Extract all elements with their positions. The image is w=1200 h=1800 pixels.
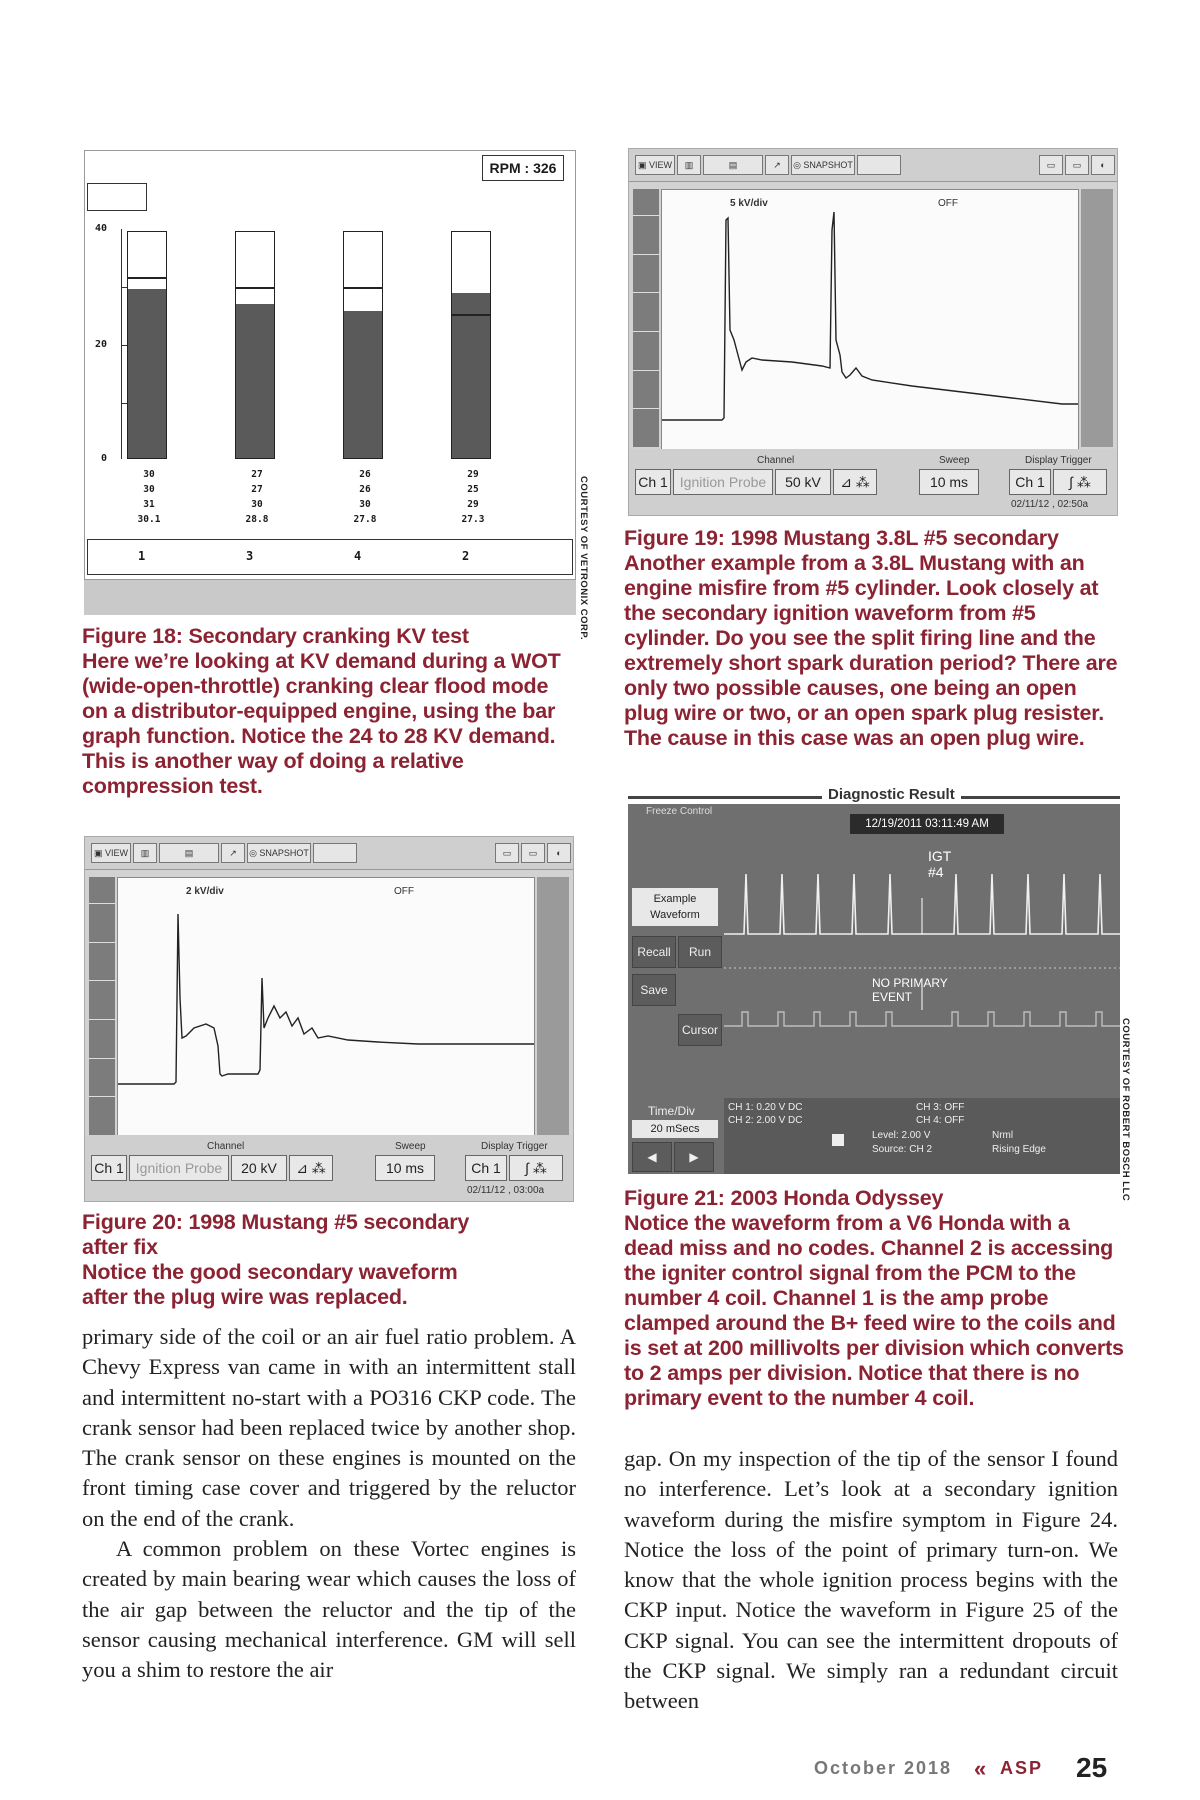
caption-title: Figure 20: 1998 Mustang #5 secondary after fix bbox=[82, 1210, 470, 1259]
figure-20-caption bbox=[82, 1210, 482, 1310]
view-button: ▣ VIEW bbox=[91, 843, 131, 863]
figure-19-caption bbox=[624, 526, 1124, 751]
caption-body: Here we’re looking at KV demand during a WOT (wide-open-throttle) cranking clear flood mode on a distributor-equipped engine, using the bar graph function. Notice the 24 to 28 KV demand. This is another way of doing a relative compression test. bbox=[82, 649, 561, 798]
channel-label: Channel bbox=[757, 455, 795, 466]
snapshot-button: ◎ SNAPSHOT bbox=[247, 843, 311, 863]
reading: 28.8 bbox=[245, 514, 269, 525]
kv-field: 50 kV bbox=[775, 469, 831, 495]
right-ruler bbox=[537, 877, 569, 1135]
figure-20-image bbox=[84, 836, 574, 1202]
mode-icon: ⊿ ⁂ bbox=[833, 469, 877, 495]
reading: 27.8 bbox=[353, 514, 377, 525]
figure-19-image bbox=[628, 148, 1118, 516]
example-waveform-label: Example Waveform bbox=[650, 893, 700, 921]
snapshot-button: ◎ SNAPSHOT bbox=[791, 155, 855, 175]
trigger-slope-icon: ∫ ⁂ bbox=[509, 1155, 563, 1181]
toolbar-button: ▥ bbox=[133, 843, 157, 863]
toolbar-button bbox=[857, 155, 901, 175]
ch4-setting: CH 4: OFF bbox=[916, 1115, 965, 1126]
sweep-label: Sweep bbox=[939, 455, 970, 466]
trigger-edge: Rising Edge bbox=[992, 1144, 1046, 1155]
reading: 30 bbox=[143, 484, 155, 495]
bar-fill bbox=[452, 293, 490, 458]
cylinder-row bbox=[87, 539, 573, 575]
toolbar-button bbox=[313, 843, 357, 863]
reading: 29 bbox=[467, 499, 479, 510]
save-button: Save bbox=[632, 974, 676, 1006]
trigger-slope-icon: ∫ ⁂ bbox=[1053, 469, 1107, 495]
waveform-screen bbox=[661, 189, 1079, 451]
y-tick-label: 40 bbox=[95, 223, 108, 234]
toolbar-button: ▤ bbox=[703, 155, 763, 175]
caption-title: Figure 21: 2003 Honda Odyssey bbox=[624, 1186, 944, 1210]
figure-21-image bbox=[628, 786, 1120, 1176]
sweep-field: 10 ms bbox=[919, 469, 979, 495]
caption-title: Figure 18: Secondary cranking KV test bbox=[82, 624, 469, 648]
ch3-setting: CH 3: OFF bbox=[916, 1102, 965, 1113]
cylinder-number: 3 bbox=[246, 549, 254, 563]
body-paragraph: primary side of the coil or an air fuel ratio problem. A Chevy Express van came in with an intermittent stall and intermittent no-start with a PO316 CKP code. The crank sensor had been replaced twice by another shop. The crank sensor on these engines is mounted on the front timing case cover and triggered by the reluctor on the end of the crank. bbox=[82, 1324, 576, 1531]
reading: 27 bbox=[251, 469, 263, 480]
scroll-right-button: ▶ bbox=[674, 1142, 714, 1172]
trigger-state: OFF bbox=[938, 198, 958, 209]
scope-bottom-bar bbox=[85, 1135, 573, 1201]
toolbar-button: ▤ bbox=[159, 843, 219, 863]
header-title: Diagnostic Result bbox=[822, 786, 961, 803]
readings-cyl-1 bbox=[129, 467, 169, 527]
voltage-ruler bbox=[89, 877, 115, 1135]
reading: 30 bbox=[143, 469, 155, 480]
figure-21-caption bbox=[624, 1186, 1124, 1411]
figure-21-credit: COURTESY OF ROBERT BOSCH LLC bbox=[1120, 1018, 1131, 1202]
honda-scope-screen bbox=[628, 804, 1120, 1174]
y-axis-line bbox=[121, 229, 122, 459]
voltage-ruler bbox=[633, 189, 659, 447]
issue-date: October 2018 bbox=[814, 1758, 953, 1778]
honda-waveform bbox=[724, 838, 1120, 1108]
toolbar-button: ▭ bbox=[521, 843, 545, 863]
toolbar-button: ▭ bbox=[495, 843, 519, 863]
reading: 30.1 bbox=[137, 514, 161, 525]
body-column-right bbox=[624, 1444, 1118, 1717]
channel-field: Ch 1 bbox=[635, 469, 671, 495]
view-button: ▣ VIEW bbox=[635, 155, 675, 175]
readings-cyl-2 bbox=[453, 467, 493, 527]
recall-button: Recall bbox=[632, 936, 676, 968]
page-footer bbox=[814, 1752, 1124, 1784]
scale-label: 5 kV/div bbox=[730, 198, 768, 209]
kv-bar-cyl-4 bbox=[343, 231, 383, 459]
reading: 31 bbox=[143, 499, 155, 510]
toolbar-button: ◐ bbox=[547, 843, 571, 863]
waveform-trace bbox=[118, 878, 534, 1138]
example-waveform-box bbox=[632, 888, 718, 926]
footer-separator-icon: « bbox=[974, 1756, 987, 1781]
run-button: Run bbox=[678, 936, 722, 968]
rpm-readout: RPM : 326 bbox=[482, 155, 564, 181]
kv-bar-cyl-3 bbox=[235, 231, 275, 459]
caption-body: Notice the good secondary waveform after the plug wire was replaced. bbox=[82, 1260, 458, 1309]
ch2-setting: CH 2: 2.00 V DC bbox=[728, 1115, 803, 1126]
reading: 26 bbox=[359, 469, 371, 480]
channel-info-panel bbox=[724, 1098, 1120, 1174]
figure-18-caption bbox=[82, 624, 562, 799]
reading: 27 bbox=[251, 484, 263, 495]
trigger-channel-field: Ch 1 bbox=[1009, 469, 1051, 495]
reading: 25 bbox=[467, 484, 479, 495]
body-column-left bbox=[82, 1322, 576, 1686]
kv-bar-cyl-1 bbox=[127, 231, 167, 459]
caption-title: Figure 19: 1998 Mustang 3.8L #5 secondary bbox=[624, 526, 1059, 550]
kv-field: 20 kV bbox=[231, 1155, 287, 1181]
waveform-screen bbox=[117, 877, 535, 1139]
blank-box bbox=[87, 183, 147, 211]
scroll-left-button: ◀ bbox=[632, 1142, 672, 1172]
toolbar-button: ↗ bbox=[221, 843, 245, 863]
caption-body: Another example from a 3.8L Mustang with an engine misfire from #5 cylinder. Look closely at the secondary ignition waveform from #5 cylinder. Do you see the split firing line and the extremely short spark duration period? There are only two possible causes, one being an open plug wire or two, or an open spark plug resister. The cause in this case was an open plug wire. bbox=[624, 551, 1118, 750]
timestamp: 12/19/2011 03:11:49 AM bbox=[850, 814, 1004, 834]
time-div-value: 20 mSecs bbox=[632, 1120, 718, 1138]
bar-graph-panel bbox=[84, 150, 576, 580]
diagnostic-result-header bbox=[628, 786, 1120, 804]
freeze-control-label: Freeze Control bbox=[646, 806, 713, 817]
igt-label: IGT #4 bbox=[928, 848, 952, 880]
toolbar-button: ▭ bbox=[1065, 155, 1089, 175]
body-paragraph: gap. On my inspection of the tip of the sensor I found no interference. Let’s look at a secondary ignition waveform during the misfire symptom in Figure 24. Notice the loss of the point of primary turn-on. We know that the whole ignition process begins with the CKP input. Notice the waveform in Figure 25 of the CKP signal. You can see the intermittent dropouts of the CKP signal. We simply ran a redundant circuit between bbox=[624, 1446, 1118, 1714]
readings-cyl-4 bbox=[345, 467, 385, 527]
sweep-label: Sweep bbox=[395, 1141, 426, 1152]
reading: 27.3 bbox=[461, 514, 485, 525]
no-primary-label: NO PRIMARY EVENT bbox=[872, 976, 948, 1004]
figure-18-image bbox=[84, 150, 576, 615]
reading: 26 bbox=[359, 484, 371, 495]
display-trigger-label: Display Trigger bbox=[481, 1141, 548, 1152]
scope-toolbar bbox=[85, 837, 573, 870]
cylinder-number: 1 bbox=[138, 549, 146, 563]
date-stamp: 02/11/12 , 03:00a bbox=[467, 1185, 545, 1196]
mode-icon: ⊿ ⁂ bbox=[289, 1155, 333, 1181]
kv-bar-cyl-2 bbox=[451, 231, 491, 459]
caption-body: Notice the waveform from a V6 Honda with a dead miss and no codes. Channel 2 is accessing the igniter control signal from the PCM to the number 4 coil. Channel 1 is the amp probe clamped around the B+ feed wire to the coils and is set at 200 millivolts per division which converts to 2 amps per division. Notice that there is no primary event to the number 4 coil. bbox=[624, 1211, 1124, 1410]
cylinder-number: 4 bbox=[354, 549, 362, 563]
bar-peak-line bbox=[344, 287, 382, 289]
bar-fill bbox=[236, 304, 274, 458]
scope-toolbar bbox=[629, 149, 1117, 182]
trigger-level: Level: 2.00 V bbox=[872, 1130, 931, 1141]
body-paragraph: A common problem on these Vortec engines is created by main bearing wear which causes the loss of the air gap between the reluctor and the tip of the sensor causing mechanical interference. GM will sell you a shim to restore the air bbox=[82, 1536, 576, 1683]
cursor-button: Cursor bbox=[678, 1014, 722, 1046]
toolbar-button: ↗ bbox=[765, 155, 789, 175]
reading: 29 bbox=[467, 469, 479, 480]
trigger-indicator bbox=[832, 1134, 844, 1146]
scope-bottom-bar bbox=[629, 449, 1117, 515]
bar-peak-line bbox=[236, 287, 274, 289]
bar-fill bbox=[128, 289, 166, 459]
time-div-label: Time/Div bbox=[648, 1104, 695, 1118]
bar-peak-line bbox=[452, 314, 490, 316]
probe-field: Ignition Probe bbox=[673, 469, 773, 495]
ch1-setting: CH 1: 0.20 V DC bbox=[728, 1102, 803, 1113]
magazine-name: ASP bbox=[1000, 1758, 1044, 1778]
channel-field: Ch 1 bbox=[91, 1155, 127, 1181]
trigger-channel-field: Ch 1 bbox=[465, 1155, 507, 1181]
channel-label: Channel bbox=[207, 1141, 245, 1152]
y-tick-label: 20 bbox=[95, 339, 108, 350]
reading: 30 bbox=[359, 499, 371, 510]
display-trigger-label: Display Trigger bbox=[1025, 455, 1092, 466]
cylinder-number: 2 bbox=[462, 549, 470, 563]
reading: 30 bbox=[251, 499, 263, 510]
trigger-source: Source: CH 2 bbox=[872, 1144, 933, 1155]
sweep-field: 10 ms bbox=[375, 1155, 435, 1181]
scale-label: 2 kV/div bbox=[186, 886, 224, 897]
trigger-mode: Nrml bbox=[992, 1130, 1014, 1141]
right-ruler bbox=[1081, 189, 1113, 447]
trigger-state: OFF bbox=[394, 886, 414, 897]
y-tick-label: 0 bbox=[101, 453, 108, 464]
waveform-trace bbox=[662, 190, 1078, 450]
toolbar-button: ▭ bbox=[1039, 155, 1063, 175]
date-stamp: 02/11/12 , 02:50a bbox=[1011, 499, 1089, 510]
page-number: 25 bbox=[1076, 1752, 1108, 1783]
bar-fill bbox=[344, 311, 382, 458]
toolbar-button: ◐ bbox=[1091, 155, 1115, 175]
figure-18-credit: COURTESY OF VETRONIX CORP. bbox=[578, 476, 589, 641]
toolbar-button: ▥ bbox=[677, 155, 701, 175]
readings-cyl-3 bbox=[237, 467, 277, 527]
bar-peak-line bbox=[128, 277, 166, 279]
probe-field: Ignition Probe bbox=[129, 1155, 229, 1181]
